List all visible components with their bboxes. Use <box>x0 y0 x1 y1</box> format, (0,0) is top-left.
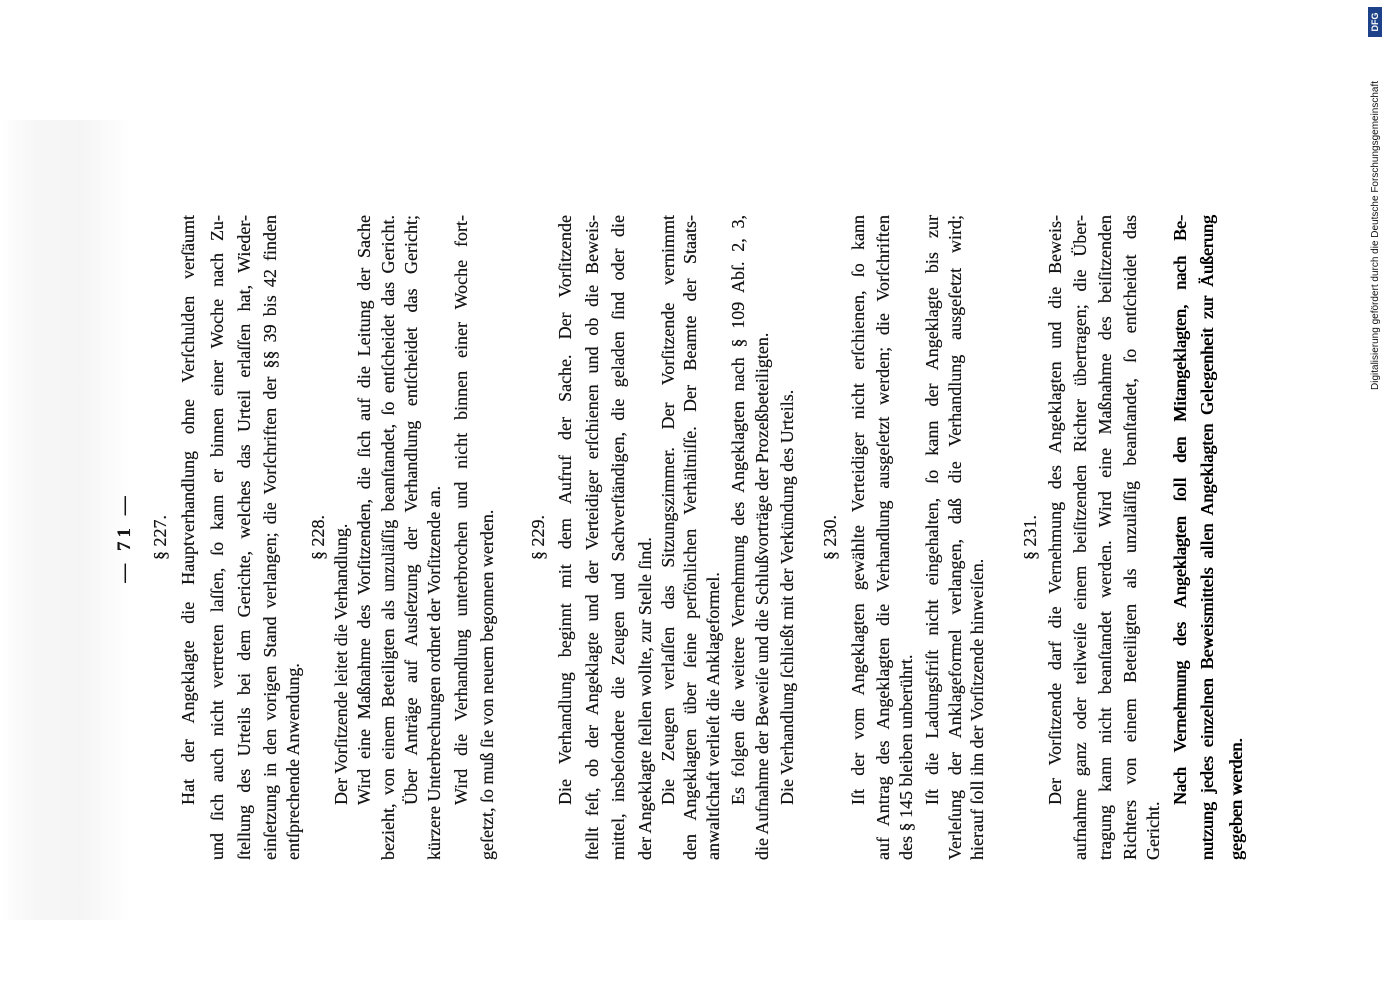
paragraph-line: den Angeklagten über ſeine perſönlichen Verhältniſſe. Der Beamte der Staats- <box>680 215 700 860</box>
paragraph-line: entſprechende Anwendung. <box>283 663 303 860</box>
paragraph-line: Die Verhandlung beginnt mit dem Aufruf der Sache. Der Vorſitzende <box>555 215 575 805</box>
paragraph-line: Wird eine Maßnahme des Vorſitzenden, die ſich auf die Leitung der Sache <box>354 215 374 805</box>
dfg-logo: DFG <box>1368 7 1382 37</box>
paragraph-line: Der Vorſitzende darf die Vernehmung des Angeklagten und die Beweis- <box>1045 215 1065 805</box>
paragraph-line: des § 145 bleiben unberührt. <box>896 654 916 860</box>
paragraph-line: einſetzung in den vorigen Stand verlangen; die Vorſchriften der §§ 39 bis 42 finden <box>260 215 280 860</box>
paragraph-line: bezieht, von einem Beteiligten als unzuläſſig beanſtandet, ſo entſcheidet das Gericht. <box>378 215 398 860</box>
paragraph-line: Die Verhandlung ſchließt mit der Verkündung des Urteils. <box>777 389 797 805</box>
paragraph-line: und ſich auch nicht vertreten laſſen, ſo kann er binnen einer Woche nach Zu- <box>207 215 227 860</box>
paragraph-line: Es folgen die weitere Vernehmung des Angeklagten nach § 109 Abſ. 2, 3, <box>728 215 748 805</box>
paragraph-line: Nach Vernehmung des Angeklagten ſoll den Mitangeklagten, nach Be- <box>1170 215 1190 805</box>
paragraph-line: der Angeklagte ſtellen wollte, zur Stelle ſind. <box>635 537 655 860</box>
paragraph-line: nutzung jedes einzelnen Beweismittels allen Angeklagten Gelegenheit zur Äußerung <box>1197 215 1217 860</box>
paragraph-line: Iſt die Ladungsfriſt nicht eingehalten, ſo kann der Angeklagte bis zur <box>922 215 942 805</box>
paragraph-line: die Aufnahme der Beweiſe und die Schlußvorträge der Prozeßbeteiligten. <box>752 332 772 860</box>
section-heading: § 228. <box>308 515 328 560</box>
paragraph-line: Gericht. <box>1143 801 1163 860</box>
paragraph-line: Die Zeugen verlaſſen das Sitzungszimmer. Der Vorſitzende vernimmt <box>658 215 678 805</box>
section-heading: § 227. <box>150 515 170 560</box>
paragraph-line: Richters von einem Beteiligten als unzuläſſig beanſtandet, ſo entſcheidet das <box>1120 215 1140 860</box>
section-heading: § 229. <box>528 515 548 560</box>
paragraph-line: tragung kann nicht beanſtandet werden. Wird eine Maßnahme des beiſitzenden <box>1095 215 1115 860</box>
section-heading: § 231. <box>1020 515 1040 560</box>
paragraph-line: Verleſung der Anklageformel verlangen, daß die Verhandlung ausgeſetzt wird; <box>945 215 965 860</box>
digitization-notice: Digitalisierung gefördert durch die Deutsche Forschungsgemeinschaft <box>1370 80 1381 390</box>
paragraph-line: kürzere Unterbrechungen ordnet der Vorſitzende an. <box>424 485 444 860</box>
paragraph-line: mittel, insbeſondere die Zeugen und Sachverſtändigen, die geladen ſind oder die <box>608 215 628 860</box>
paragraph-line: gegeben werden. <box>1226 738 1246 860</box>
paragraph-line: auf Antrag des Angeklagten die Verhandlung ausgeſetzt werden; die Vorſchriften <box>873 215 893 860</box>
paragraph-line: hierauf ſoll ihn der Vorſitzende hinweiſen. <box>967 558 987 860</box>
paragraph-line: anwaltſchaft verlieſt die Anklageformel. <box>703 572 723 860</box>
paragraph-line: Iſt der vom Angeklagten gewählte Verteidiger nicht erſchienen, ſo kann <box>848 215 868 805</box>
paragraph-line: ſtellt feſt, ob der Angeklagte und der Verteidiger erſchienen und ob die Beweis- <box>582 215 602 860</box>
paragraph-line: ſtellung des Urteils bei dem Gerichte, welches das Urteil erlaſſen hat, Wieder- <box>234 215 254 860</box>
paragraph-line: Über Anträge auf Ausſetzung der Verhandlung entſcheidet das Gericht; <box>401 215 421 805</box>
section-heading: § 230. <box>820 515 840 560</box>
page-number: — 71 — <box>114 492 135 583</box>
paragraph-line: aufnahme ganz oder teilweiſe einem beiſitzenden Richter übertragen; die Über- <box>1070 215 1090 860</box>
paragraph-line: Hat der Angeklagte die Hauptverhandlung ohne Verſchulden verſäumt <box>178 215 198 805</box>
paragraph-line: Wird die Verhandlung unterbrochen und nicht binnen einer Woche fort- <box>451 215 471 805</box>
paragraph-line: geſetzt, ſo muß ſie von neuem begonnen werden. <box>477 509 497 860</box>
paragraph-line: Der Vorſitzende leitet die Verhandlung. <box>331 523 351 805</box>
